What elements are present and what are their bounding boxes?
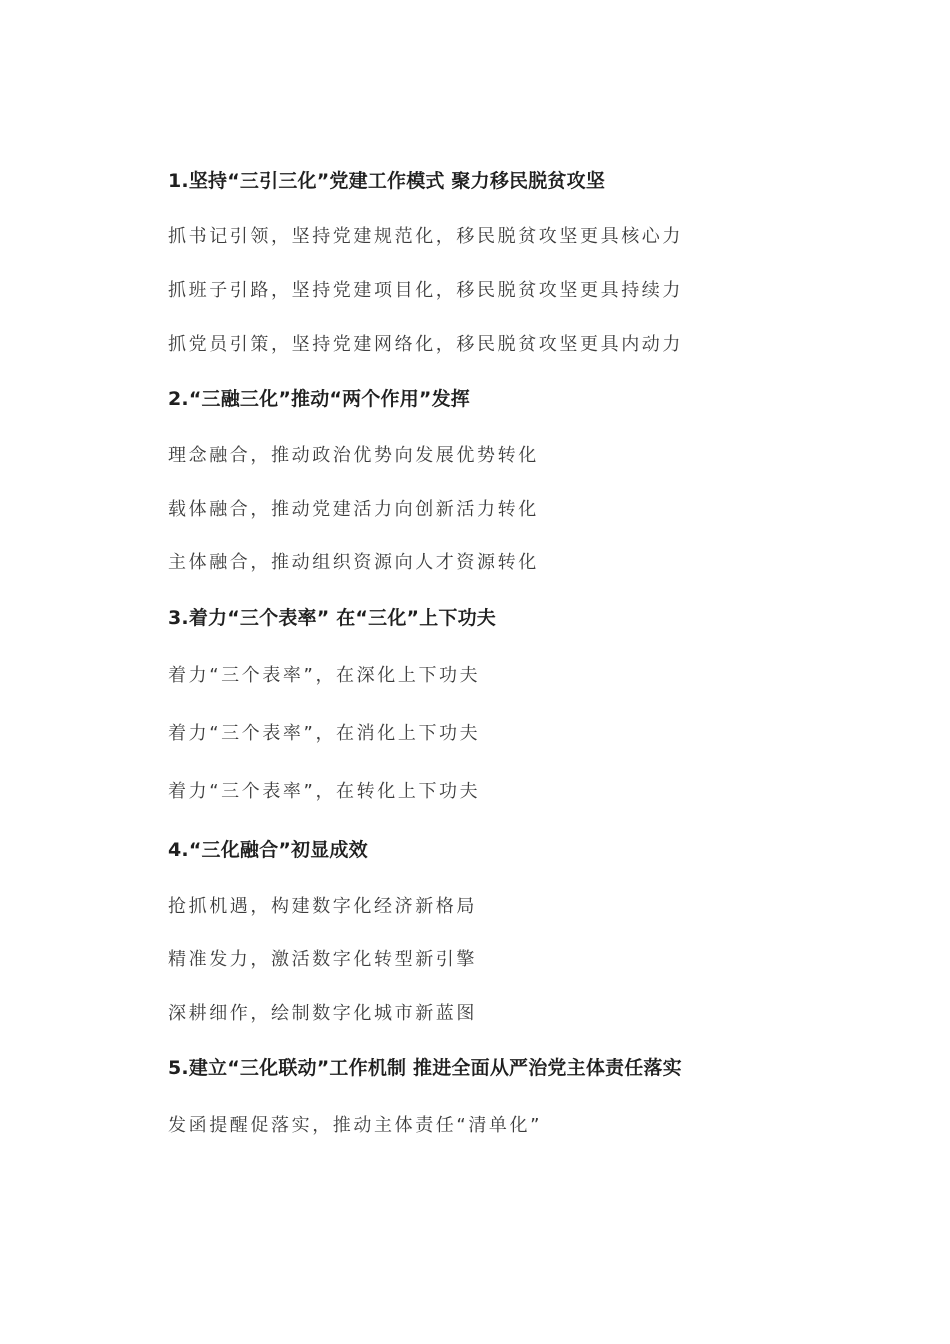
section-3-item-3: 着力“三个表率”，在转化上下功夫 (168, 781, 481, 802)
section-1-item-3: 抓党员引策，坚持党建网络化，移民脱贫攻坚更具内动力 (168, 334, 683, 355)
section-1-item-2: 抓班子引路，坚持党建项目化，移民脱贫攻坚更具持续力 (168, 280, 683, 301)
section-2-item-1: 理念融合，推动政治优势向发展优势转化 (168, 445, 539, 466)
section-4-item-3: 深耕细作，绘制数字化城市新蓝图 (168, 1003, 477, 1024)
section-3-heading: 3.着力“三个表率” 在“三化”上下功夫 (168, 607, 497, 629)
section-2-heading: 2.“三融三化”推动“两个作用”发挥 (168, 388, 470, 410)
section-1-heading: 1.坚持“三引三化”党建工作模式 聚力移民脱贫攻坚 (168, 170, 606, 192)
section-2-item-2: 载体融合，推动党建活力向创新活力转化 (168, 499, 539, 520)
section-4-heading: 4.“三化融合”初显成效 (168, 839, 368, 861)
section-3-item-2: 着力“三个表率”，在消化上下功夫 (168, 723, 481, 744)
section-4-item-1: 抢抓机遇，构建数字化经济新格局 (168, 896, 477, 917)
section-4-item-2: 精准发力，激活数字化转型新引擎 (168, 949, 477, 970)
section-5-heading: 5.建立“三化联动”工作机制 推进全面从严治党主体责任落实 (168, 1057, 682, 1079)
section-2-item-3: 主体融合，推动组织资源向人才资源转化 (168, 552, 539, 573)
section-3-item-1: 着力“三个表率”，在深化上下功夫 (168, 665, 481, 686)
section-5-item-1: 发函提醒促落实，推动主体责任“清单化” (168, 1115, 543, 1136)
section-1-item-1: 抓书记引领，坚持党建规范化，移民脱贫攻坚更具核心力 (168, 226, 683, 247)
